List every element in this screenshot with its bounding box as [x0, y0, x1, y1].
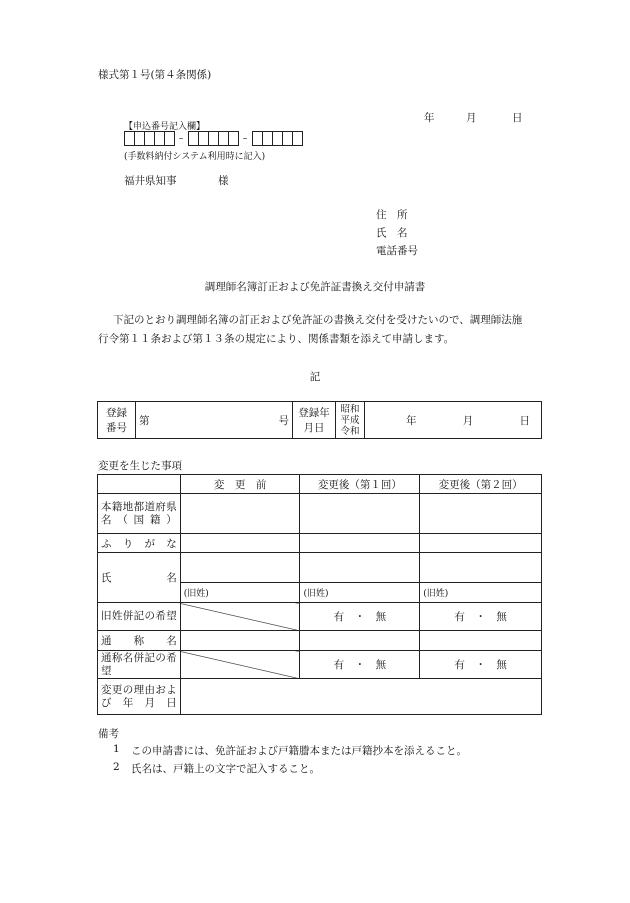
remark-2-number: 2 [113, 761, 120, 773]
header-after-2: 変更後（第２回） [420, 475, 542, 494]
applicant-phone-label: 電話番号 [376, 245, 418, 257]
era-heisei: 平成 [340, 414, 360, 426]
honseki-after-2[interactable] [420, 494, 542, 534]
body-text-line-1: 下記のとおり調理師名簿の訂正および免許証の書換え交付を受けたいので、調理師法施 [113, 314, 523, 326]
furigana-after-2[interactable] [420, 534, 542, 553]
tsusho-heiki-after-1[interactable]: 有 ・ 無 [300, 651, 420, 679]
era-showa: 昭和 [340, 403, 360, 415]
reg-no-label: 登録番号 [98, 402, 136, 439]
tsusho-after-2[interactable] [420, 631, 542, 651]
shimei-after-2[interactable] [420, 553, 542, 583]
row-label-honseki: 本籍地都道府県名（国籍） [98, 494, 181, 534]
header-after-1: 変更後（第１回） [300, 475, 420, 494]
reg-year: 年 [406, 414, 417, 427]
changes-table [97, 474, 542, 715]
separator-dash: – [178, 133, 184, 144]
header-empty [98, 475, 181, 494]
era-options[interactable] [336, 402, 365, 439]
kyusei-before[interactable]: (旧姓) [180, 583, 300, 603]
addressee-name: 福井県知事 [124, 175, 177, 187]
date-month-label: 月 [466, 112, 477, 124]
kyusei-after-2[interactable]: (旧姓) [420, 583, 542, 603]
date-year-label: 年 [424, 112, 435, 124]
tsusho-after-1[interactable] [300, 631, 420, 651]
ki-label: 記 [309, 371, 321, 383]
app-number-box[interactable] [292, 131, 303, 146]
honseki-before[interactable] [180, 494, 300, 534]
reg-no-field[interactable] [136, 402, 293, 439]
date-day-label: 日 [512, 112, 523, 124]
header-before: 変 更 前 [180, 475, 300, 494]
application-number-label: 【申込番号記入欄】 [124, 122, 206, 132]
go-label: 号 [278, 414, 289, 427]
row-label-riyu: 変更の理由および年月日 [98, 679, 181, 715]
shimei-before[interactable] [180, 553, 300, 583]
reg-date-field[interactable] [365, 402, 542, 439]
reg-day: 日 [519, 414, 530, 427]
separator-dash: – [242, 133, 248, 144]
app-number-box[interactable] [228, 131, 239, 146]
kyusei-after-1[interactable]: (旧姓) [300, 583, 420, 603]
row-label-furigana: ふりがな [98, 534, 181, 553]
row-label-kyusei-heiki: 旧姓併記の希望 [98, 603, 181, 631]
kyusei-heiki-after-2[interactable]: 有 ・ 無 [420, 603, 542, 631]
kyusei-heiki-after-1[interactable]: 有 ・ 無 [300, 603, 420, 631]
furigana-before[interactable] [180, 534, 300, 553]
addressee-honorific: 様 [218, 175, 229, 187]
reg-date-label: 登録年月日 [293, 402, 336, 439]
dai-label: 第 [139, 414, 150, 427]
furigana-after-1[interactable] [300, 534, 420, 553]
era-reiwa: 令和 [340, 425, 360, 437]
application-number-note: (手数料納付システム利用時に記入) [124, 152, 266, 162]
form-number: 様式第１号(第４条関係) [98, 69, 212, 81]
tsusho-heiki-after-2[interactable]: 有 ・ 無 [420, 651, 542, 679]
shimei-after-1[interactable] [300, 553, 420, 583]
app-number-box[interactable] [164, 131, 175, 146]
remark-1-text: この申請書には、免許証および戸籍謄本または戸籍抄本を添えること。 [131, 745, 467, 757]
remarks-label: 備考 [98, 728, 119, 740]
tsusho-heiki-before-crossed [180, 651, 300, 679]
registration-table [97, 401, 542, 439]
remark-2-text: 氏名は、戸籍上の文字で記入すること。 [131, 763, 320, 775]
body-text-line-2: 行令第１１条および第１３条の規定により、関係書類を添えて申請します。 [98, 333, 455, 345]
kyusei-heiki-before-crossed [180, 603, 300, 631]
row-label-tsusho-heiki: 通称名併記の希望 [98, 651, 181, 679]
applicant-name-label: 氏 名 [376, 227, 408, 239]
changes-heading: 変更を生じた事項 [98, 460, 182, 472]
remark-1-number: 1 [113, 743, 120, 755]
tsusho-before[interactable] [180, 631, 300, 651]
honseki-after-1[interactable] [300, 494, 420, 534]
row-label-tsusho: 通称名 [98, 631, 181, 651]
row-label-shimei: 氏名 [98, 553, 181, 603]
applicant-address-label: 住 所 [376, 209, 408, 221]
application-number-boxes [124, 131, 302, 146]
reg-month: 月 [462, 414, 474, 427]
document-title: 調理師名簿訂正および免許証書換え交付申請書 [204, 281, 426, 293]
riyu-field[interactable] [180, 679, 541, 715]
